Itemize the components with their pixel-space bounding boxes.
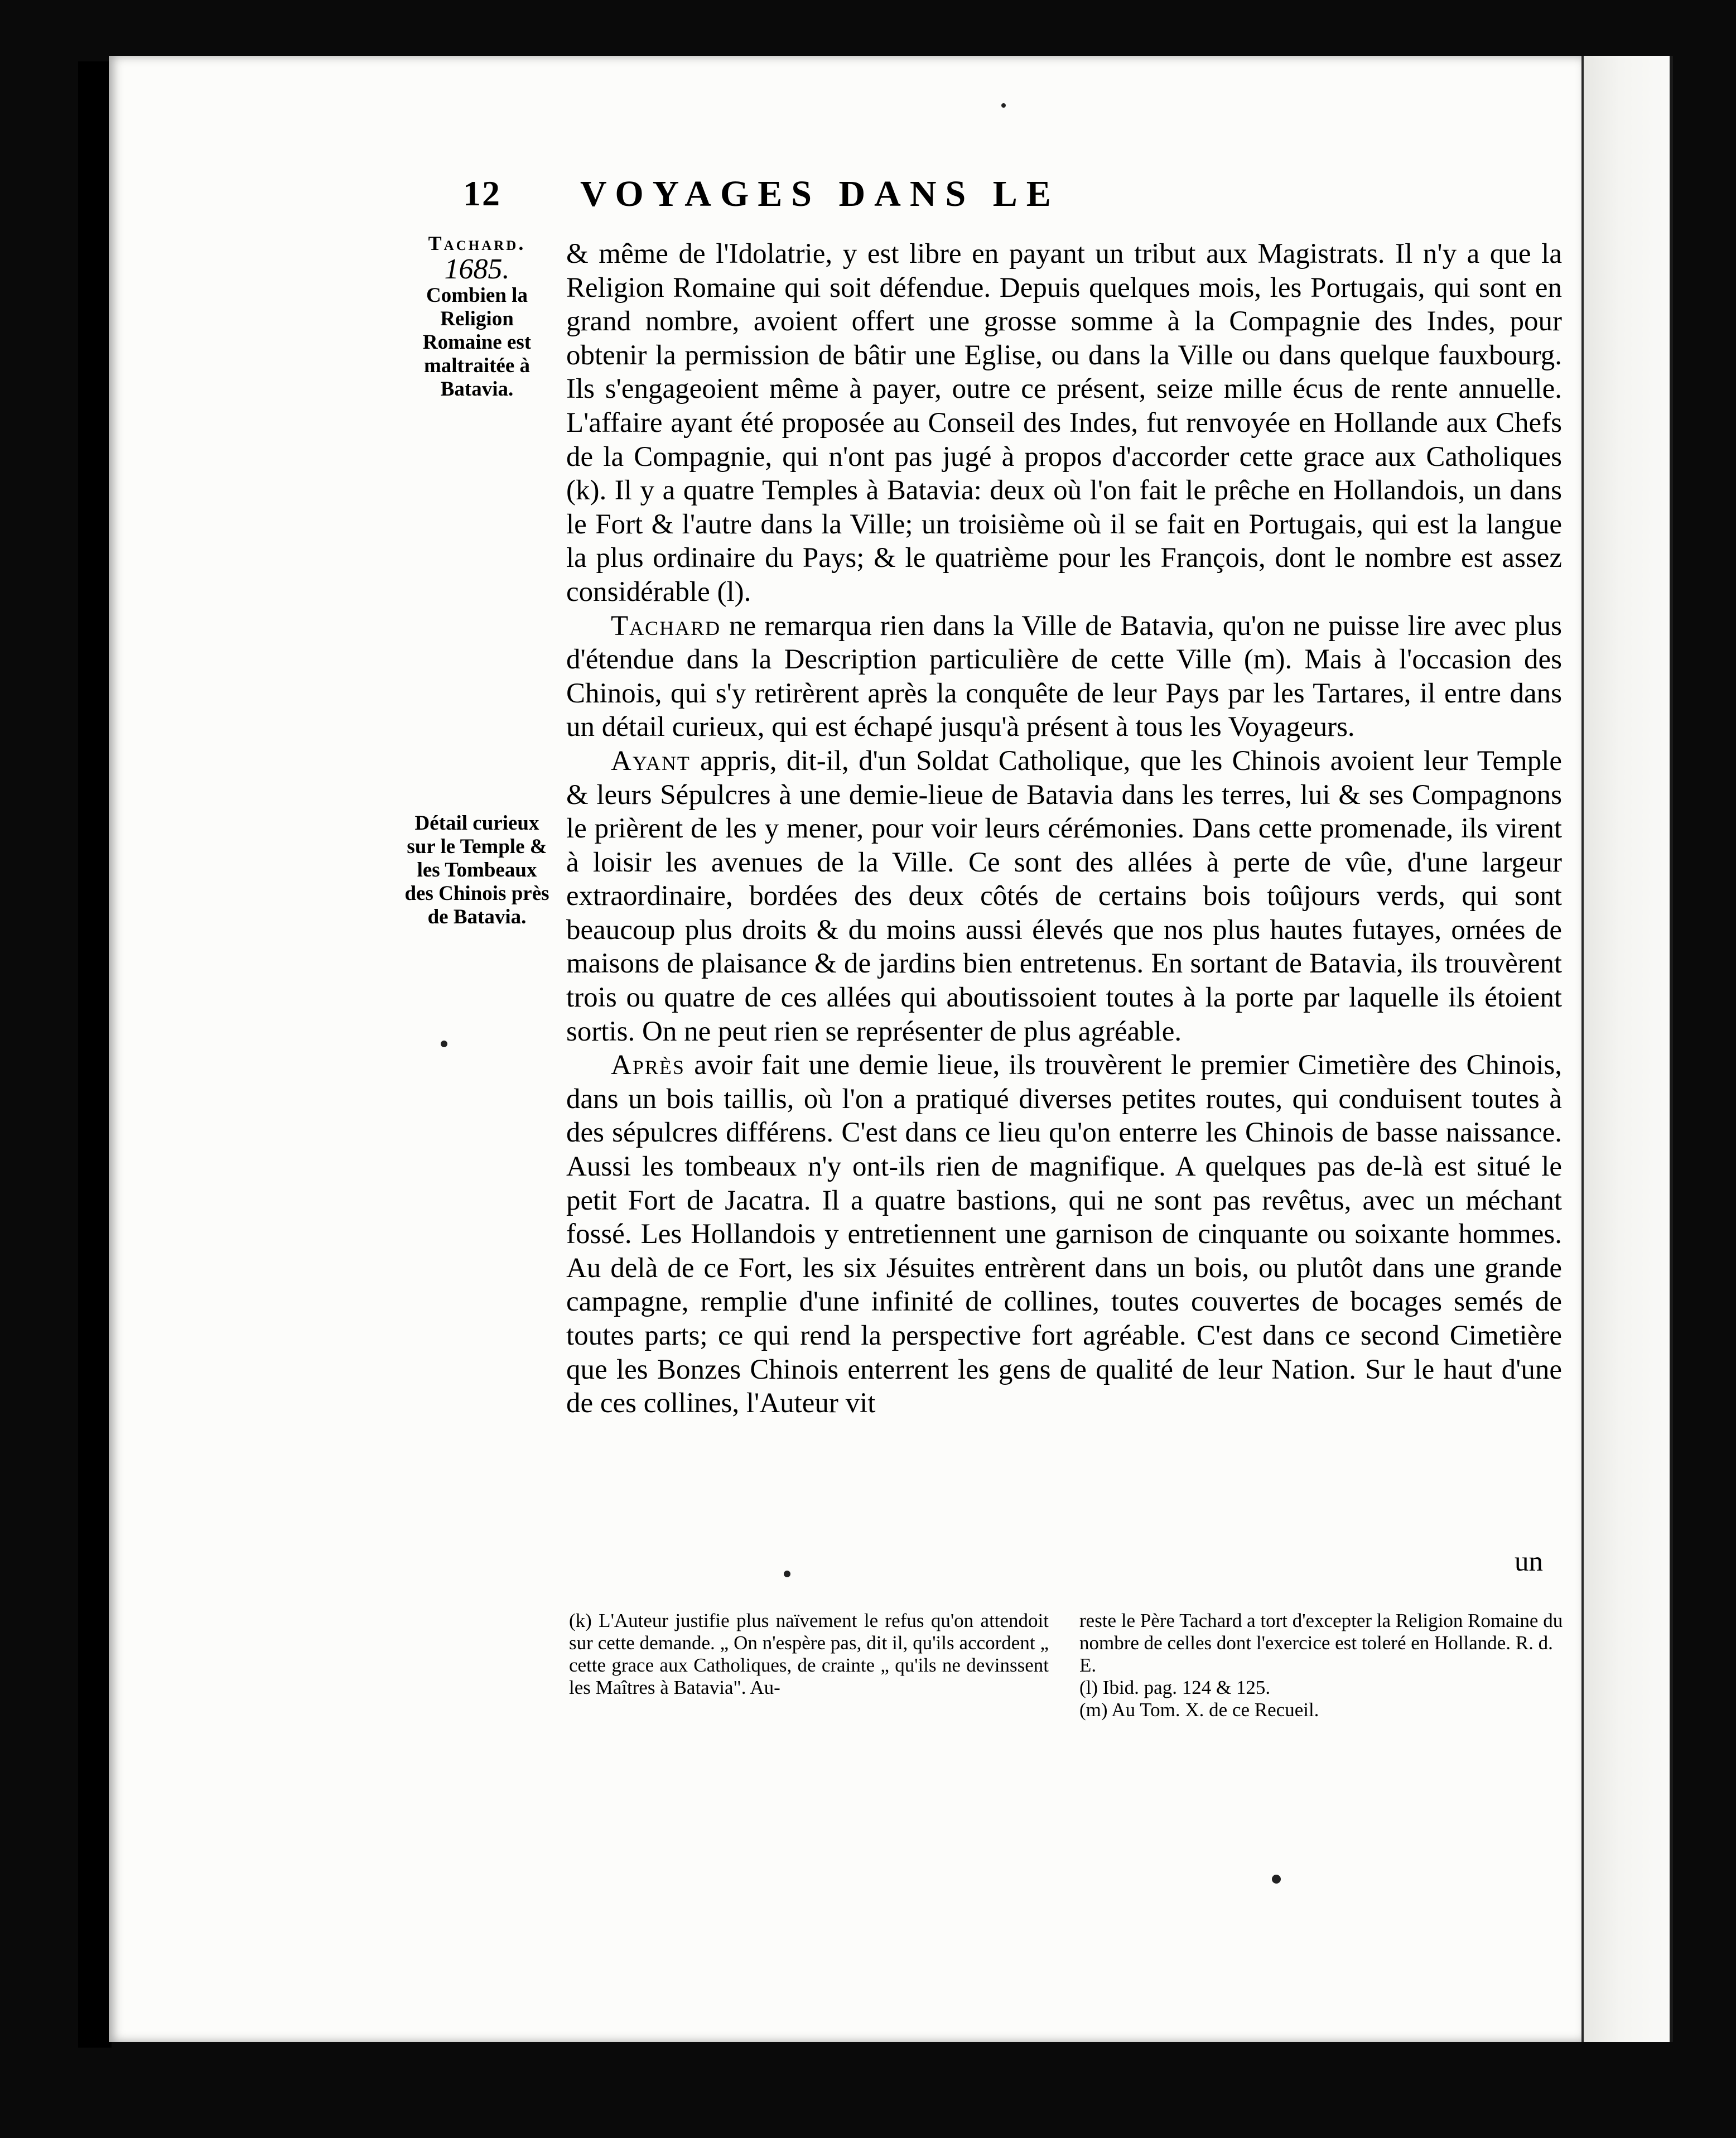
ink-dot — [441, 1041, 447, 1047]
running-title: VOYAGES DANS LE — [580, 174, 1060, 214]
ink-dot — [1272, 1875, 1281, 1884]
page-number: 12 — [463, 174, 501, 213]
margin-note-text: Détail curieux sur le Temple & les Tombeaux des Chinois près de Batavia. — [404, 812, 549, 928]
footnote-k: (k) L'Auteur justifie plus naïvement le refus qu'on attendoit sur cette demande. „ On n'espère pas, dit il, qu'ils accordent „ cette grace aux Catholiques, de crainte „ qu'ils ne devinssent les Maîtres à Batavia". Au- — [569, 1610, 1049, 1698]
margin-note-year: 1685. — [444, 253, 510, 285]
footnotes-left — [569, 1610, 1049, 1699]
paragraph-text: appris, dit-il, d'un Soldat Catholique, que les Chinois avoient leur Temple & leurs Sépulcres à une demie-lieue de Batavia dans les terres, lui & ses Compagnons le prièrent de les y mener, pour voir leurs cérémonies. Dans cette promenade, ils virent à loisir les avenues de la Ville. Ce sont des allées à perte de vûe, d'une largeur extraordinaire, bordées des deux côtés de certains bois toûjours verds, qui sont beaucoup plus droits & du moins aussi élevés que nos plus hautes futayes, ornées de maisons de plaisance & de jardins bien entretenus. En sortant de Batavia, ils trouvèrent trois ou quatre de ces allées qui aboutissoient toutes à la porte par laquelle ils étoient sortis. On ne peut rien se représenter de plus agréable. — [566, 745, 1562, 1047]
catchword: un — [1515, 1546, 1543, 1577]
paragraph — [566, 744, 1562, 1048]
paragraph-lead: Ayant — [611, 745, 691, 777]
main-text — [566, 237, 1562, 1420]
margin-note-religion — [402, 232, 552, 401]
paragraph — [566, 609, 1562, 744]
ink-dot — [1001, 103, 1006, 108]
ink-dot — [784, 1571, 790, 1577]
margin-note-chinese-temple — [402, 812, 552, 929]
page-fore-edge — [1581, 56, 1673, 2042]
paragraph-text: & même de l'Idolatrie, y est libre en payant un tribut aux Magistrats. Il n'y a que la Religion Romaine qui soit défendue. Depuis quelques mois, les Portugais, qui sont en grand nombre, avoient offert une grosse somme à la Compagnie des Indes, pour obtenir la permission de bâtir une Eglise, ou dans la Ville ou dans quelque fauxbourg. Ils s'engageoient même à payer, outre ce présent, seize mille écus de rente annuelle. L'affaire ayant été proposée au Conseil des Indes, fut renvoyée en Hollande aux Chefs de la Compagnie, qui n'ont pas jugé à propos d'accorder cette grace aux Catholiques (k). Il y a quatre Temples à Batavia: deux où l'on fait le prêche en Hollandois, un dans le Fort & l'autre dans la Ville; un troisième où il se fait en Portugais, qui est la langue la plus ordinaire du Pays; & le quatrième pour les François, dont le nombre est assez considérable (l). — [566, 238, 1562, 608]
paragraph-text: ne remarqua rien dans la Ville de Batavia, qu'on ne puisse lire avec plus d'étendue dans la Description particulière de cette Ville (m). Mais à l'occasion des Chinois, qui s'y retirèrent après la conquête de leur Pays par les Tartares, il entre dans un détail curieux, qui est échapé jusqu'à présent à tous les Voyageurs. — [566, 610, 1562, 743]
footnotes-right — [1079, 1610, 1565, 1721]
paragraph-lead: Après — [611, 1049, 685, 1081]
page-header — [463, 173, 1333, 218]
footnote-k-continued: reste le Père Tachard a tort d'excepter la Religion Romaine du nombre de celles dont l'exercice est toleré en Hollande. R. d. E. — [1079, 1610, 1563, 1676]
paragraph — [566, 237, 1562, 609]
margin-note-author: Tachard. — [428, 232, 526, 254]
footnote-m: (m) Au Tom. X. de ce Recueil. — [1079, 1699, 1319, 1721]
paragraph-text: avoir fait une demie lieue, ils trouvèrent le premier Cimetière des Chinois, dans un bois taillis, où l'on a pratiqué diverses petites routes, qui conduisent toutes à des sépulcres différens. C'est dans ce lieu qu'on enterre les Chinois de basse naissance. Aussi les tombeaux n'y ont-ils rien de magnifique. A quelques pas de-là est situé le petit Fort de Jacatra. Il a quatre bastions, qui ne sont pas revêtus, avec un méchant fossé. Les Hollandois y entretiennent une garnison de cinquante ou soixante hommes. Au delà de ce Fort, les six Jésuites entrèrent dans un bois, ou plutôt dans une grande campagne, remplie d'une infinité de collines, toutes couvertes de bocages semés de toutes parts; ce qui rend la perspective fort agréable. C'est dans ce second Cimetière que les Bonzes Chinois enterrent les gens de qualité de leur Nation. Sur le haut d'une de ces collines, l'Auteur vit — [566, 1049, 1562, 1419]
footnote-l: (l) Ibid. pag. 124 & 125. — [1079, 1677, 1271, 1698]
paragraph-lead: Tachard — [611, 610, 721, 642]
book-binding — [78, 61, 112, 2048]
margin-note-text: Combien la Religion Romaine est maltraitée à Batavia. — [422, 284, 532, 401]
paragraph — [566, 1048, 1562, 1420]
